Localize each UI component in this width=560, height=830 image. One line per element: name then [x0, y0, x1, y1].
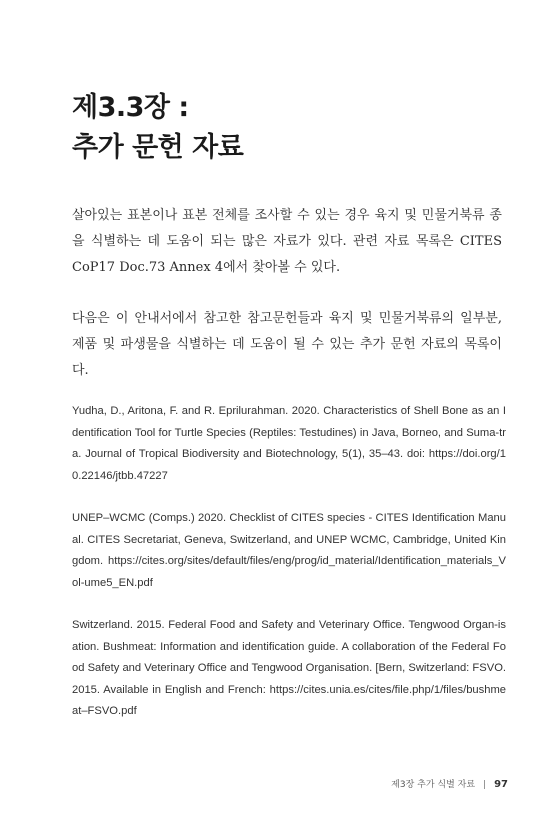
- reference-item: Yudha, D., Aritona, F. and R. Eprilurahman. 2020. Characteristics of Shell Bone as an Identification Tool for Turtle Species (Reptiles: Testudines) in Java, Borneo, and Suma-tra. Journal of Tropical Biodiversity and Biotechnology, 5(1), 35–43. doi: https://doi.org/10.22146/jtbb.47227: [72, 405, 506, 482]
- chapter-title: 추가 문헌 자료: [72, 132, 244, 163]
- reference-item: UNEP–WCMC (Comps.) 2020. Checklist of CITES species - CITES Identification Manual. CITES Secretariat, Geneva, Switzerland, and UNEP WCMC, Cambridge, United Kingdom. https://cites.org/sites/default/files/eng/prog/id_material/Identification_materials_Vol-ume5_EN.pdf: [72, 512, 506, 589]
- footer-section-title: 제3장 추가 식별 자료: [391, 780, 476, 790]
- intro-text-1: 살아있는 표본이나 표본 전체를 조사할 수 있는 경우 육지 및 민물거북류 종을 식별하는 데 도움이 되는 많은 자료가 있다. 관련 자료 목록은 CITES CoP17 Doc.73 Annex 4에서 찾아볼 수 있다.: [72, 208, 502, 275]
- page-number: 97: [494, 779, 508, 790]
- intro-paragraph-1: [72, 203, 502, 281]
- intro-paragraph-2: [72, 306, 502, 384]
- chapter-number: 제3.3장 :: [72, 92, 189, 123]
- chapter-heading: [72, 88, 243, 168]
- reference-item: Switzerland. 2015. Federal Food and Safety and Veterinary Office. Tengwood Organ-isation. Bushmeat: Information and identification guide. A collaboration of the Federal Food Safety and Veterinary Office and Tengwood Organisation. [Bern, Switzerland: FSVO. 2015. Available in English and French: https://cites.unia.es/cites/file.php/1/files/bushmeat–FSVO.pdf: [72, 619, 506, 717]
- intro-text-2: 다음은 이 안내서에서 참고한 참고문헌들과 육지 및 민물거북류의 일부분, 제품 및 파생물을 식별하는 데 도움이 될 수 있는 추가 문헌 자료의 목록이다.: [72, 311, 502, 378]
- footer-separator: |: [483, 780, 487, 790]
- page-footer: [391, 777, 508, 790]
- reference-list: [72, 401, 506, 744]
